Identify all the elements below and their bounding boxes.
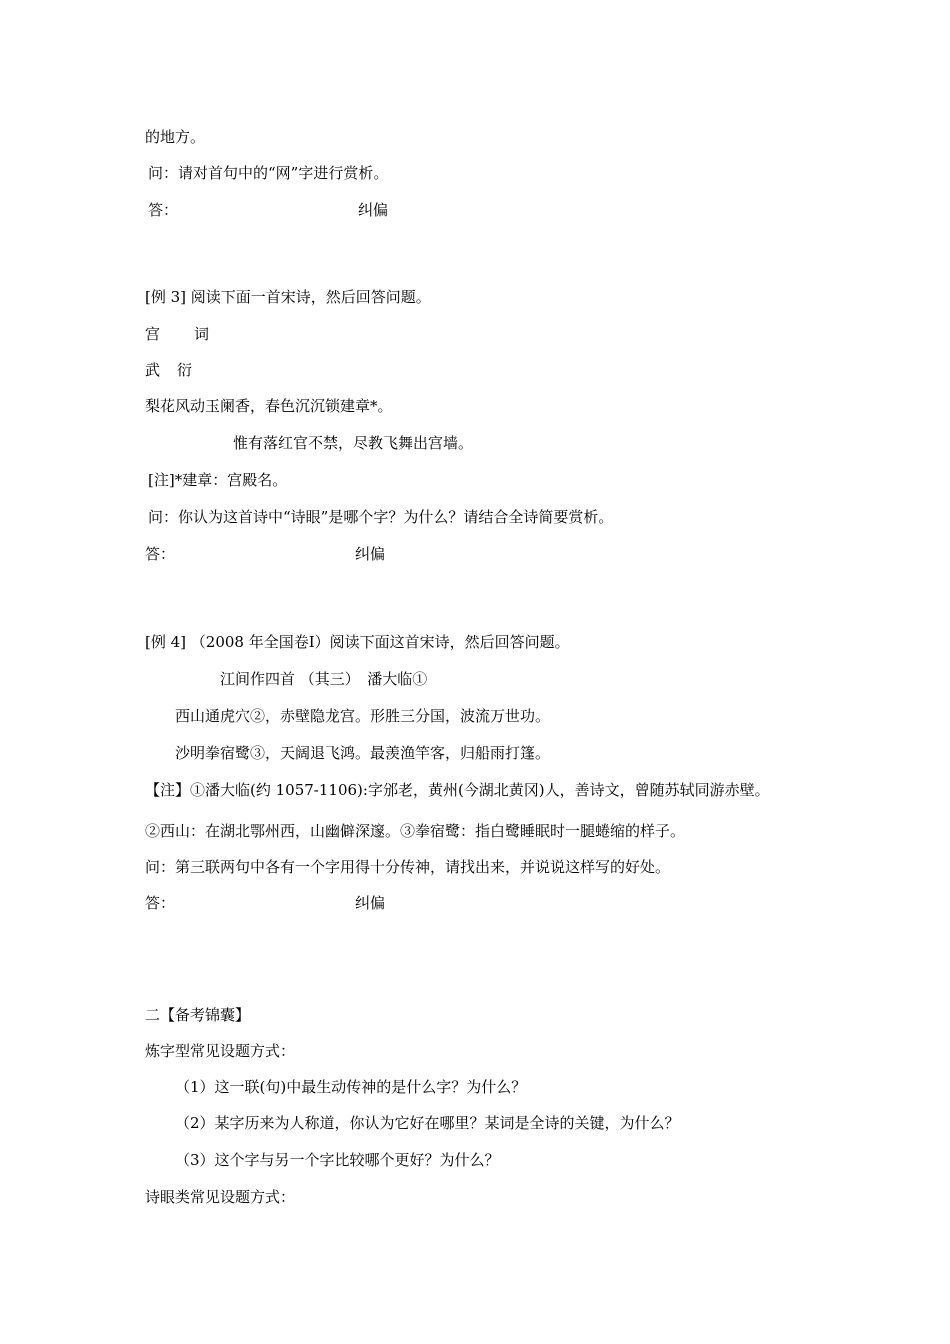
ex3-correct-link[interactable]: 纠偏 <box>355 545 386 563</box>
ex3-answer-label: 答： <box>145 545 176 563</box>
section2-subheading-1: 炼字型常见设题方式： <box>145 1042 296 1060</box>
ex3-intro: [例 3] 阅读下面一首宋诗，然后回答问题。 <box>145 288 431 306</box>
section2-heading: 二【备考锦囊】 <box>145 1006 251 1024</box>
ex3-poem-line-2: 惟有落红官不禁，尽教飞舞出宫墙。 <box>233 434 474 452</box>
ex2-answer-label: 答： <box>148 201 179 219</box>
ex4-correct-link[interactable]: 纠偏 <box>355 894 386 912</box>
ex4-note-label: 【注】 <box>145 781 191 799</box>
ex4-question: 问：第三联两句中各有一个字用得十分传神，请找出来，并说说这样写的好处。 <box>145 858 671 876</box>
ex3-poem-author <box>145 360 192 380</box>
ex4-answer-label: 答： <box>145 894 176 912</box>
ex2-text-tail: 的地方。 <box>145 128 206 146</box>
ex3-title-char-2: 词 <box>194 325 210 343</box>
ex4-poem-title: 江间作四首 （其三） 潘大临① <box>220 670 428 688</box>
ex4-note-1-text: ①潘大临(约 1057-1106):字邠老，黄州(今湖北黄冈)人，善诗文，曾随苏轼同游赤壁。 <box>190 781 770 799</box>
ex2-correct-link[interactable]: 纠偏 <box>358 201 389 219</box>
ex3-poem-line-1: 梨花风动玉阑香，春色沉沉锁建章*。 <box>145 397 393 415</box>
ex3-author-char-1: 武 <box>145 361 161 379</box>
ex3-poem-title <box>145 324 209 344</box>
ex4-poem-line-1: 西山通虎穴②，赤壁隐龙宫。形胜三分国，波流万世功。 <box>175 707 551 725</box>
ex2-question: 问：请对首句中的“网”字进行赏析。 <box>148 164 389 182</box>
section2-item-1: （1）这一联(句)中最生动传神的是什么字？为什么？ <box>175 1078 527 1096</box>
ex4-poem-line-2: 沙明拳宿鹭③，天阔退飞鸿。最羡渔竿客，归船雨打篷。 <box>175 744 551 762</box>
ex4-note-2: ②西山：在湖北鄂州西，山幽僻深邃。③拳宿鹭：指白鹭睡眠时一腿蜷缩的样子。 <box>145 822 686 840</box>
ex4-note-1 <box>145 780 770 800</box>
ex3-note: [注]*建章：宫殿名。 <box>148 471 288 489</box>
ex3-title-char-1: 宫 <box>145 325 161 343</box>
ex4-intro: [例 4] （2008 年全国卷Ⅰ）阅读下面这首宋诗，然后回答问题。 <box>145 633 570 651</box>
section2-item-2: （2）某字历来为人称道，你认为它好在哪里？某词是全诗的关键，为什么？ <box>175 1114 680 1132</box>
section2-item-3: （3）这个字与另一个字比较哪个更好？为什么？ <box>175 1151 500 1169</box>
ex3-question: 问：你认为这首诗中“诗眼”是哪个字？为什么？请结合全诗简要赏析。 <box>148 508 614 526</box>
section2-subheading-2: 诗眼类常见设题方式： <box>145 1188 296 1206</box>
ex3-author-char-2: 衍 <box>177 361 193 379</box>
